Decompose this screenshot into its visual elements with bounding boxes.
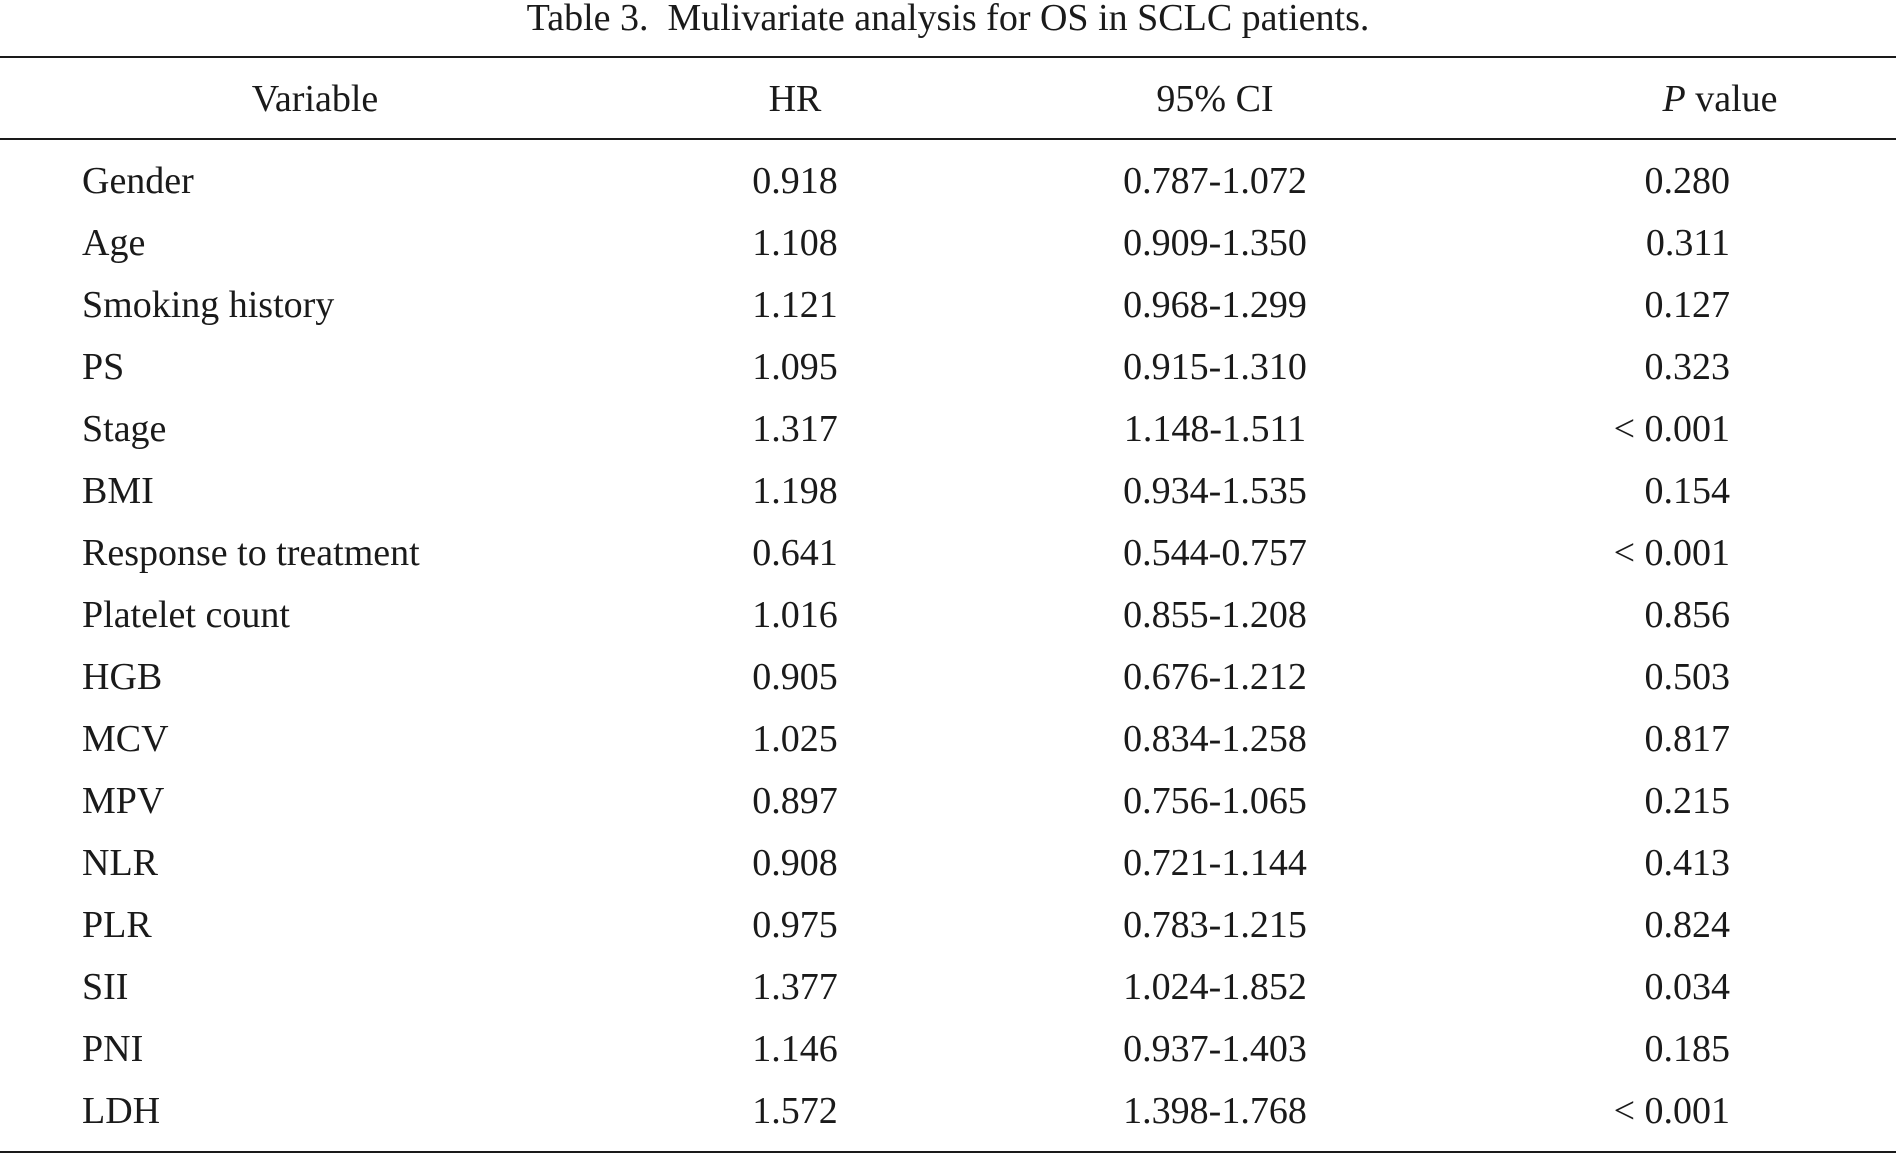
cell-variable: NLR (82, 842, 158, 884)
cell-hr: 1.016 (752, 594, 838, 636)
cell-ci: 0.787-1.072 (1123, 160, 1307, 202)
cell-p-value: < 0.001 (1613, 408, 1730, 450)
cell-ci: 0.756-1.065 (1123, 780, 1307, 822)
cell-p-value: 0.824 (1644, 904, 1730, 946)
cell-variable: Response to treatment (82, 532, 420, 574)
cell-hr: 0.641 (752, 532, 838, 574)
table-top-rule (0, 56, 1896, 58)
header-p-rest: value (1685, 78, 1778, 120)
cell-hr: 1.572 (752, 1090, 838, 1132)
table-row (0, 956, 1896, 1018)
cell-hr: 1.025 (752, 718, 838, 760)
cell-p-value: 0.154 (1644, 470, 1730, 512)
cell-p-value: 0.503 (1644, 656, 1730, 698)
table-row (0, 832, 1896, 894)
cell-ci: 0.937-1.403 (1123, 1028, 1307, 1070)
cell-hr: 1.121 (752, 284, 838, 326)
cell-p-value: 0.127 (1644, 284, 1730, 326)
cell-p-value: 0.413 (1644, 842, 1730, 884)
table-caption: Table 3. Mulivariate analysis for OS in SCLC patients. (526, 0, 1370, 39)
cell-p-value: 0.034 (1644, 966, 1730, 1008)
cell-ci: 0.544-0.757 (1123, 532, 1307, 574)
cell-variable: HGB (82, 656, 163, 698)
cell-ci: 0.934-1.535 (1123, 470, 1307, 512)
cell-variable: BMI (82, 470, 154, 512)
table-row (0, 212, 1896, 274)
header-p-value (1590, 72, 1850, 126)
cell-ci: 0.915-1.310 (1123, 346, 1307, 388)
cell-p-value: 0.185 (1644, 1028, 1730, 1070)
cell-p-value: 0.817 (1644, 718, 1730, 760)
cell-hr: 1.377 (752, 966, 838, 1008)
table-row (0, 1080, 1896, 1142)
table-row (0, 1018, 1896, 1080)
table-row (0, 584, 1896, 646)
cell-ci: 0.834-1.258 (1123, 718, 1307, 760)
table-row (0, 336, 1896, 398)
table-row (0, 646, 1896, 708)
cell-variable: MPV (82, 780, 165, 822)
cell-ci: 0.909-1.350 (1123, 222, 1307, 264)
table-row (0, 894, 1896, 956)
header-hr: HR (768, 78, 822, 120)
cell-ci: 0.968-1.299 (1123, 284, 1307, 326)
cell-p-value: 0.856 (1644, 594, 1730, 636)
cell-p-value: < 0.001 (1613, 1090, 1730, 1132)
cell-variable: Smoking history (82, 284, 335, 326)
cell-p-value: 0.323 (1644, 346, 1730, 388)
cell-variable: Gender (82, 160, 194, 202)
cell-variable: SII (82, 966, 129, 1008)
table-body (0, 150, 1896, 1142)
cell-variable: LDH (82, 1090, 161, 1132)
cell-p-value: 0.311 (1645, 222, 1730, 264)
table-row (0, 522, 1896, 584)
cell-variable: PNI (82, 1028, 144, 1070)
table-row (0, 398, 1896, 460)
cell-variable: Platelet count (82, 594, 290, 636)
cell-hr: 1.198 (752, 470, 838, 512)
cell-ci: 1.398-1.768 (1123, 1090, 1307, 1132)
table-header-row (0, 72, 1896, 126)
cell-hr: 0.905 (752, 656, 838, 698)
cell-p-value: < 0.001 (1613, 532, 1730, 574)
cell-ci: 0.783-1.215 (1123, 904, 1307, 946)
table-row (0, 708, 1896, 770)
header-variable: Variable (251, 78, 379, 120)
header-ci: 95% CI (1156, 78, 1274, 120)
table-row (0, 770, 1896, 832)
cell-ci: 0.721-1.144 (1123, 842, 1307, 884)
cell-hr: 0.908 (752, 842, 838, 884)
cell-variable: MCV (82, 718, 169, 760)
cell-p-value: 0.280 (1644, 160, 1730, 202)
cell-hr: 1.317 (752, 408, 838, 450)
table-bottom-rule (0, 1151, 1896, 1153)
cell-variable: Stage (82, 408, 167, 450)
cell-hr: 1.095 (752, 346, 838, 388)
cell-ci: 0.676-1.212 (1123, 656, 1307, 698)
cell-ci: 1.024-1.852 (1123, 966, 1307, 1008)
table-row (0, 150, 1896, 212)
cell-variable: Age (82, 222, 146, 264)
cell-variable: PS (82, 346, 125, 388)
cell-p-value: 0.215 (1644, 780, 1730, 822)
header-p-italic: P (1662, 78, 1686, 120)
cell-hr: 1.146 (752, 1028, 838, 1070)
cell-hr: 0.975 (752, 904, 838, 946)
cell-hr: 1.108 (752, 222, 838, 264)
cell-ci: 0.855-1.208 (1123, 594, 1307, 636)
table-header-rule (0, 138, 1896, 140)
cell-hr: 0.897 (752, 780, 838, 822)
cell-hr: 0.918 (752, 160, 838, 202)
cell-variable: PLR (82, 904, 152, 946)
table-row (0, 460, 1896, 522)
cell-ci: 1.148-1.511 (1123, 408, 1307, 450)
table-row (0, 274, 1896, 336)
